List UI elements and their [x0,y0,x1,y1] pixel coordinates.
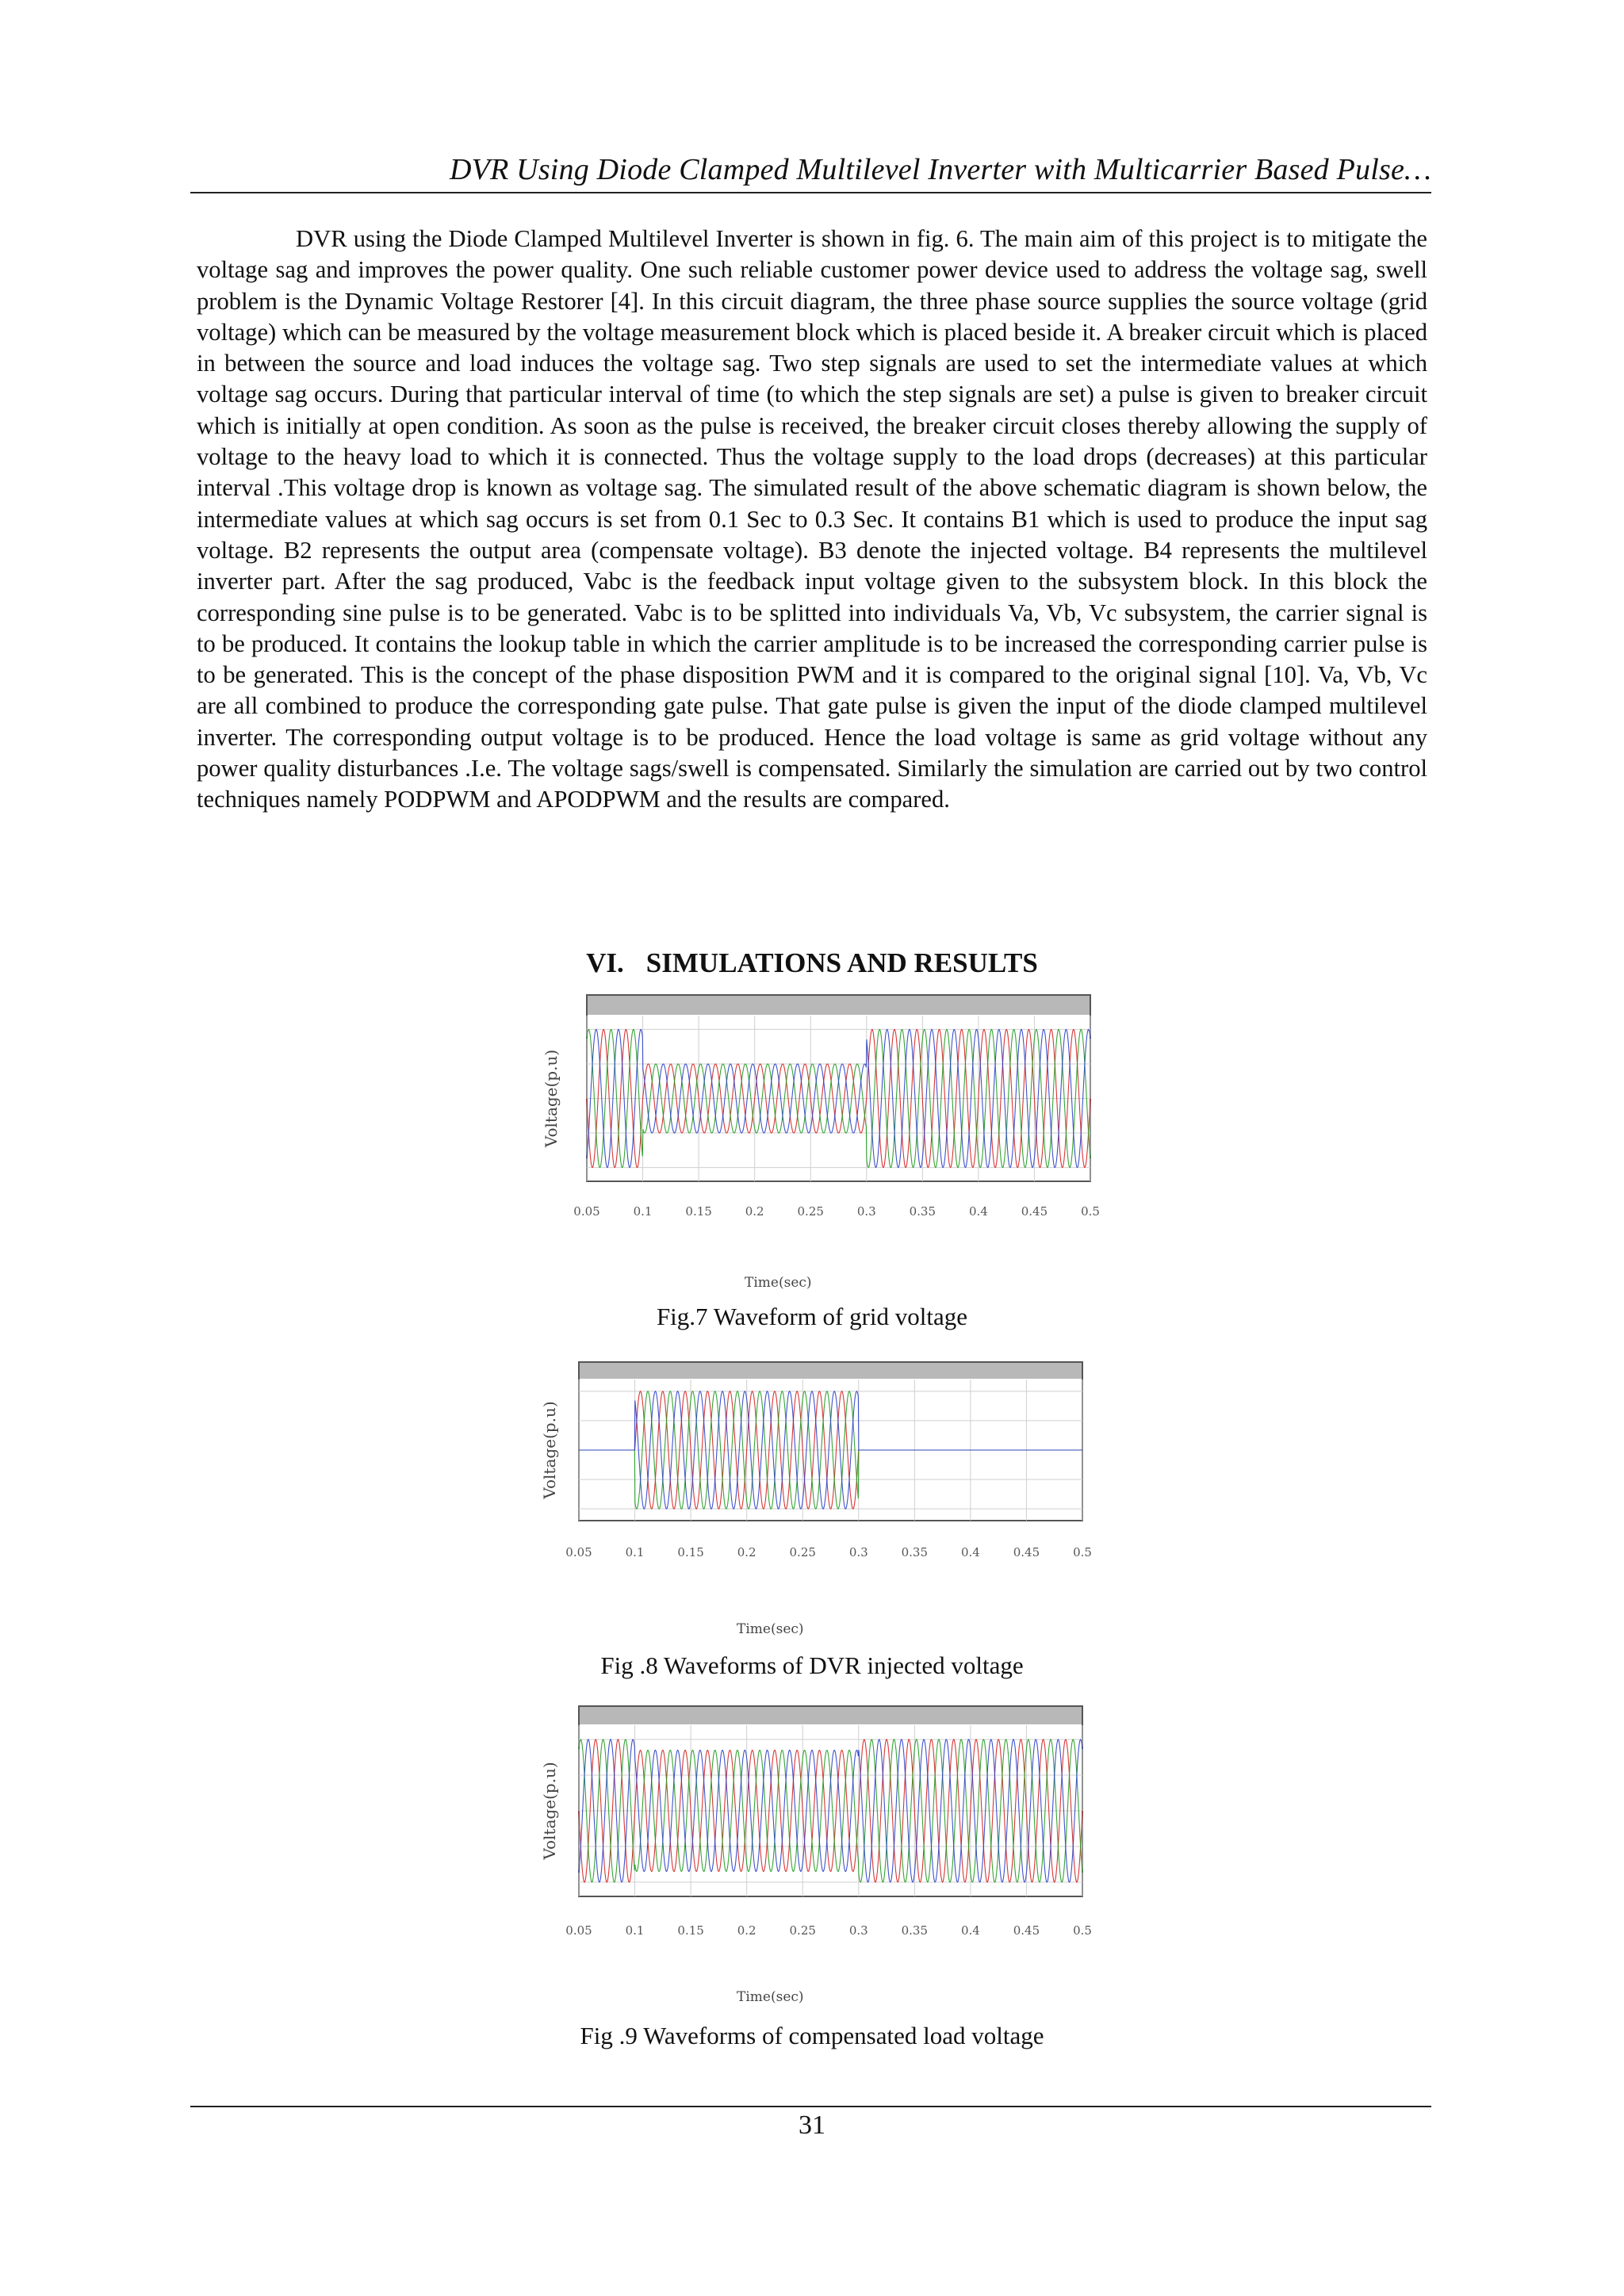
grid-voltage-plot [539,995,1100,1304]
page-number: 31 [799,2110,825,2140]
x-axis-label: Time(sec) [737,1621,804,1637]
y-axis-label: Voltage(p.u) [540,1401,559,1499]
x-tick-label: 0.05 [573,1204,600,1219]
x-tick-label: 0.15 [685,1204,712,1219]
x-axis-label: Time(sec) [745,1275,812,1291]
x-tick-label: 0.35 [901,1923,929,1938]
figure-caption: Fig .8 Waveforms of DVR injected voltage [600,1651,1024,1679]
figure-grid-voltage [539,995,1100,1304]
section-heading [0,947,1624,979]
x-tick-label: 0.3 [856,1204,876,1219]
figure-caption: Fig.7 Waveform of grid voltage [656,1303,968,1330]
figure-dvr-injected-voltage [541,1362,1096,1647]
section-number: VI. [586,947,624,978]
x-tick-label: 0.2 [745,1204,764,1219]
x-tick-label: 0.4 [960,1545,980,1559]
x-tick-label: 0.35 [909,1204,936,1219]
running-header: DVR Using Diode Clamped Multilevel Inverter with Multicarrier Based Pulse… [450,153,1431,186]
x-tick-label: 0.1 [625,1545,645,1559]
body-text [197,224,1427,816]
footer-rule [190,2106,1431,2107]
x-tick-label: 0.45 [1013,1545,1040,1559]
x-tick-label: 0.05 [565,1923,592,1938]
y-axis-label: Voltage(p.u) [542,1049,561,1148]
x-tick-label: 0.1 [625,1923,645,1938]
x-tick-label: 0.35 [901,1545,929,1559]
y-axis-label: Voltage(p.u) [540,1762,559,1860]
x-tick-label: 0.25 [789,1923,816,1938]
plot-title-bar [580,1707,1082,1724]
x-tick-label: 0.1 [633,1204,653,1219]
header-rule [190,192,1431,193]
plot-frame [579,1706,1082,1896]
x-tick-label: 0.15 [677,1923,704,1938]
x-tick-label: 0.3 [848,1545,868,1559]
plot-frame [587,995,1090,1181]
section-title: SIMULATIONS AND RESULTS [645,947,1038,978]
plot-frame [579,1362,1082,1521]
body-paragraph: DVR using the Diode Clamped Multilevel Inverter is shown in fig. 6. The main aim of this project is to mitigate the voltage sag and improves the power quality. One such reliable customer power device used to address the voltage sag, swell problem is the Dynamic Voltage Restorer [4]. In this circuit diagram, the three phase source supplies the source voltage (grid voltage) which can be measured by the voltage measurement block which is placed beside it. A breaker circuit which is placed in between the source and load induces the voltage sag. Two step signals are used to set the intermediate values at which voltage sag occurs. During that particular interval of time (to which the step signals are set) a pulse is given to breaker circuit which is initially at open condition. As soon as the pulse is received, the breaker circuit closes thereby allowing the supply of voltage to the heavy load to which it is connected. Thus the voltage supply to the load drops (decreases) at this particular interval .This voltage drop is known as voltage sag. The simulated result of the above schematic diagram is shown below, the intermediate values at which sag occurs is set from 0.1 Sec to 0.3 Sec. It contains B1 which is used to produce the input sag voltage. B2 represents the output area (compensate voltage). B3 denote the injected voltage. B4 represents the multilevel inverter part. After the sag produced, Vabc is the feedback input voltage given to the subsystem block. In this block the corresponding sine pulse is to be generated. Vabc is to be splitted into individuals Va, Vb, Vc subsystem, the carrier signal is to be produced. It contains the lookup table in which the carrier amplitude is to be increased the corresponding carrier pulse is to be generated. This is the concept of the phase disposition PWM and it is compared to the original signal [10]. Va, Vb, Vc are all combined to produce the corresponding gate pulse. That gate pulse is given the input of the diode clamped multilevel inverter. The corresponding output voltage is to be produced. Hence the load voltage is same as grid voltage without any power quality disturbances .I.e. The voltage sags/swell is compensated. Similarly the simulation are carried out by two control techniques namely PODPWM and APODPWM and the results are compared. [197,225,1427,813]
x-tick-label: 0.25 [789,1545,816,1559]
plot-title-bar [588,996,1090,1015]
x-tick-label: 0.4 [960,1923,980,1938]
x-tick-label: 0.25 [797,1204,824,1219]
x-tick-label: 0.2 [737,1545,756,1559]
injected-voltage-plot [541,1362,1096,1647]
x-tick-label: 0.45 [1013,1923,1040,1938]
plot-title-bar [580,1363,1082,1379]
x-axis-label: Time(sec) [737,1989,804,2005]
x-tick-label: 0.5 [1081,1204,1100,1219]
x-tick-label: 0.3 [848,1923,868,1938]
x-tick-label: 0.45 [1021,1204,1048,1219]
x-tick-label: 0.5 [1073,1923,1092,1938]
x-tick-label: 0.5 [1073,1545,1092,1559]
load-voltage-plot [541,1706,1096,2015]
x-tick-label: 0.4 [968,1204,988,1219]
x-tick-label: 0.2 [737,1923,756,1938]
x-tick-label: 0.15 [677,1545,704,1559]
figure-compensated-load-voltage [541,1706,1096,2015]
figure-caption: Fig .9 Waveforms of compensated load voltage [580,2022,1044,2049]
x-tick-label: 0.05 [565,1545,592,1559]
